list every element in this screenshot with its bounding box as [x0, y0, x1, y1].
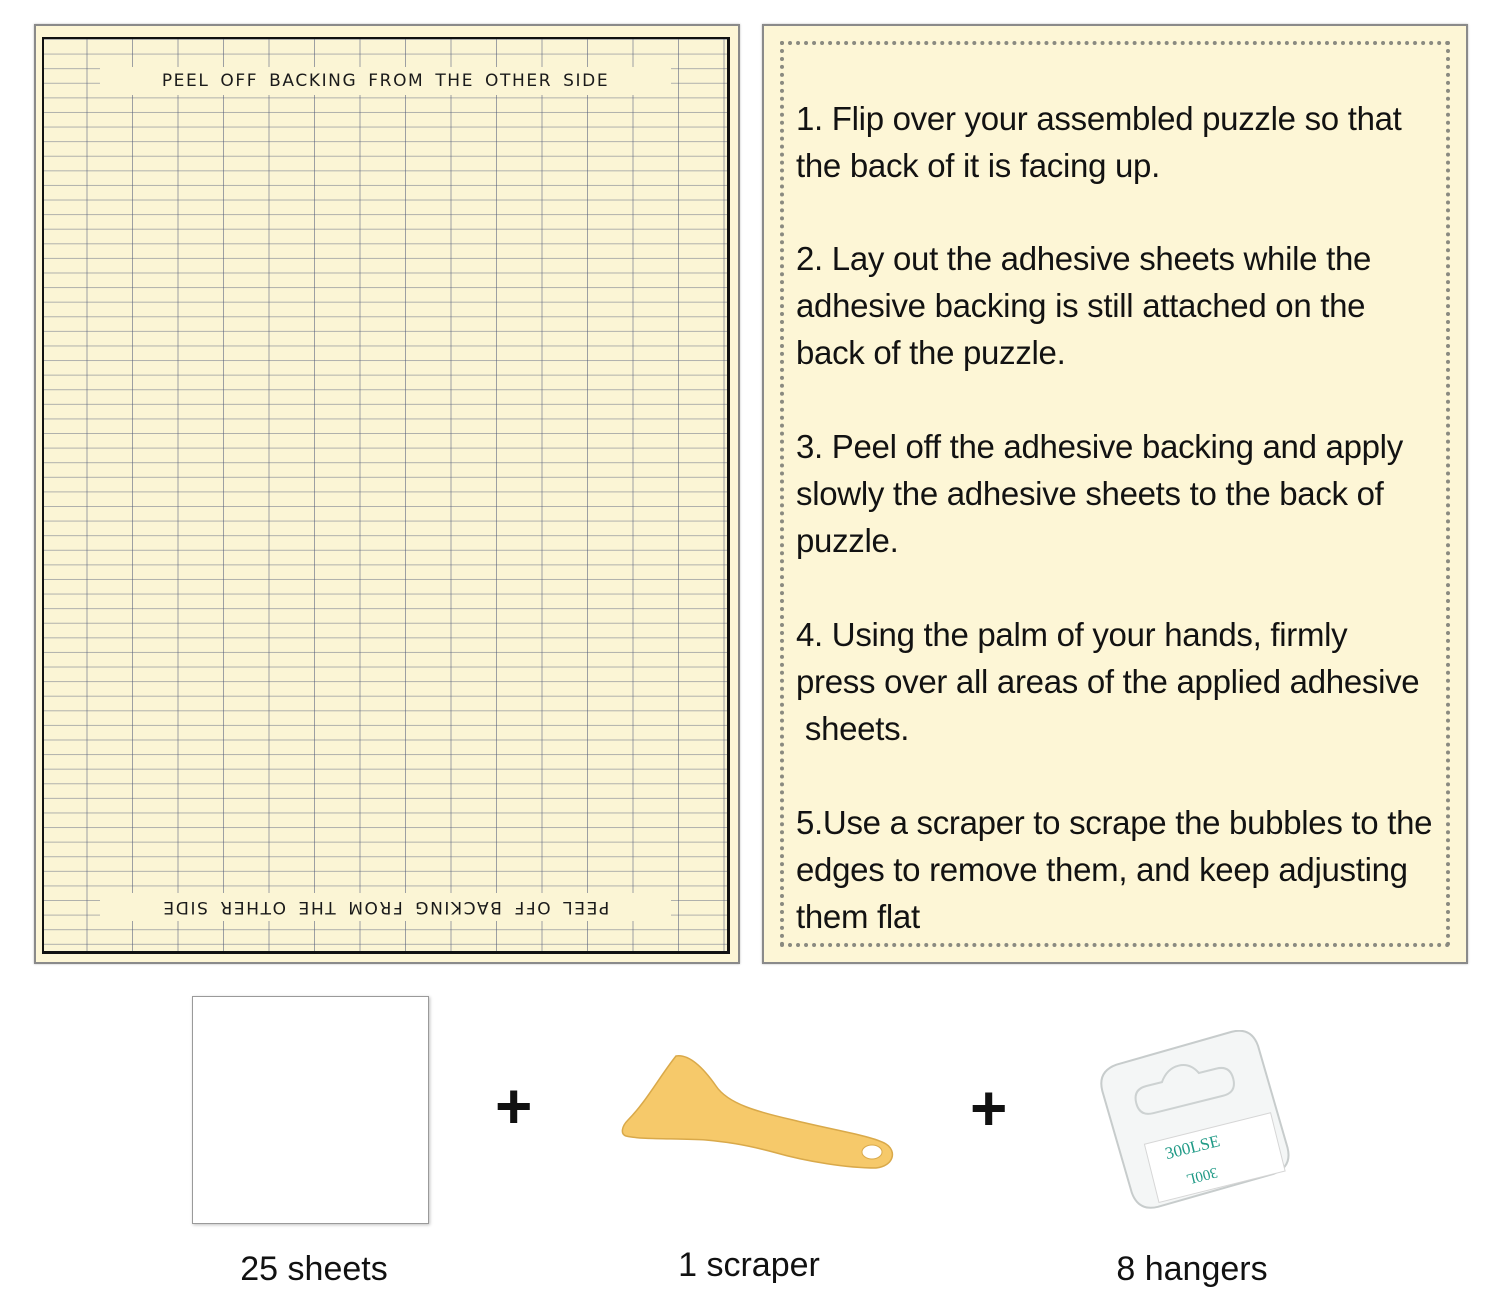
step-4-line-3: sheets.	[796, 710, 910, 747]
step-5	[796, 799, 1440, 940]
instructions-dotted-frame	[780, 41, 1450, 947]
scraper-count-label: 1 scraper	[678, 1246, 820, 1284]
step-2-line-1: 2. Lay out the adhesive sheets while the	[796, 240, 1372, 277]
step-2-line-2: adhesive backing is still attached on the	[796, 287, 1366, 324]
step-1	[796, 95, 1440, 189]
scraper-hole	[862, 1145, 882, 1159]
step-3	[796, 423, 1440, 564]
step-5-line-3: them flat	[796, 898, 920, 935]
step-4	[796, 611, 1440, 752]
step-4-line-2: press over all areas of the applied adhesive	[796, 663, 1420, 700]
grid-backing	[42, 37, 730, 954]
step-5-line-2: edges to remove them, and keep adjusting	[796, 851, 1408, 888]
step-1-line-2: the back of it is facing up.	[796, 147, 1160, 184]
hanger-image	[1092, 1030, 1292, 1210]
step-3-line-1: 3. Peel off the adhesive backing and apply	[796, 428, 1403, 465]
peel-label-bottom: PEEL OFF BACKING FROM THE OTHER SIDE	[100, 893, 671, 921]
plus-sign-1: +	[495, 1070, 533, 1142]
hanger-tape-text-top: 300LSE	[1163, 1131, 1222, 1164]
step-3-line-2: slowly the adhesive sheets to the back of	[796, 475, 1384, 512]
step-1-line-1: 1. Flip over your assembled puzzle so that	[796, 100, 1402, 137]
sheets-count-label: 25 sheets	[240, 1250, 388, 1288]
step-5-line-1: 5.Use a scraper to scrape the bubbles to the	[796, 804, 1433, 841]
step-2-line-3: back of the puzzle.	[796, 334, 1066, 371]
scraper-shape	[622, 1056, 892, 1168]
hangers-count-label: 8 hangers	[1116, 1250, 1268, 1288]
step-4-line-1: 4. Using the palm of your hands, firmly	[796, 616, 1348, 653]
instructions-panel	[762, 24, 1468, 964]
peel-label-top: PEEL OFF BACKING FROM THE OTHER SIDE	[100, 67, 671, 95]
scraper-image	[618, 1050, 898, 1175]
step-3-line-3: puzzle.	[796, 522, 899, 559]
step-2	[796, 235, 1440, 376]
hanger-tape-text-bottom: 300L	[1184, 1163, 1220, 1187]
plus-sign-2: +	[970, 1072, 1008, 1144]
adhesive-sheet-image	[192, 996, 429, 1224]
adhesive-sheet-panel	[34, 24, 740, 964]
